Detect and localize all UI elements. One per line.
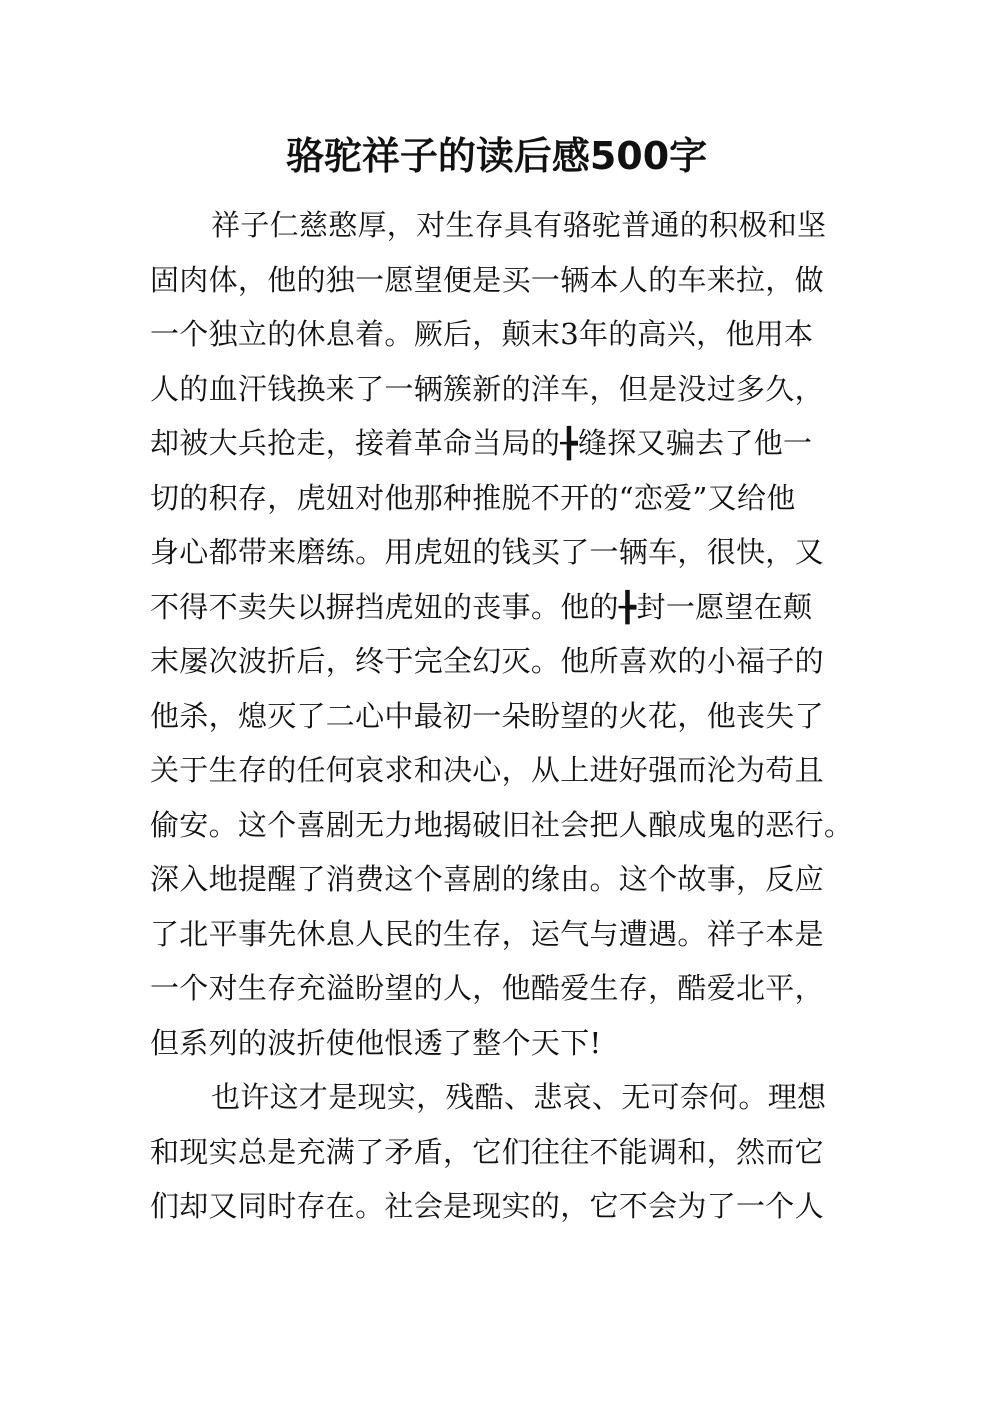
text-line: 深入地提醒了消费这个喜剧的缘由。这个故事，反应 [150, 862, 824, 896]
text-line: 不得不卖失以摒挡虎妞的丧事。他的╊封一愿望在颠 [150, 589, 813, 624]
text-line: 一个独立的休息着。厥后，颠末3年的高兴，他用本 [150, 317, 814, 351]
text-line: 却被大兵抢走，接着革命当局的╊缝探又骗去了他一 [150, 426, 813, 460]
document-body [150, 198, 862, 1234]
text-line: 关于生存的任何哀求和决心，从上进好强而沦为苟且 [150, 753, 824, 787]
text-line: 了北平事先休息人民的生存，运气与遭遇。祥子本是 [150, 916, 824, 951]
text-line: 身心都带来磨练。用虎妞的钱买了一辆车，很快，又 [150, 535, 824, 569]
text-line: 但系列的波折使他恨透了整个天下! [150, 1025, 602, 1060]
text-line: 偷安。这个喜剧无力地揭破旧社会把人酿成鬼的恶行。 [150, 807, 854, 842]
text-line: 们却又同时存在。社会是现实的，它不会为了一个人 [150, 1189, 824, 1223]
text-line: 他杀，熄灭了二心中最初一朵盼望的火花，他丧失了 [150, 698, 824, 733]
text-line: 切的积存，虎妞对他那种推脱不开的“恋爱”又给他 [150, 480, 796, 515]
text-line: 也许这才是现实，残酷、悲哀、无可奈何。理想 [211, 1080, 827, 1114]
paragraph-2 [150, 1070, 862, 1234]
text-line: 祥子仁慈憨厚，对生存具有骆驼普通的积极和坚 [211, 208, 827, 242]
text-line: 固肉体，他的独一愿望便是买一辆本人的车来拉，做 [150, 262, 824, 297]
text-line: 和现实总是充满了矛盾，它们往往不能调和，然而它 [150, 1134, 824, 1169]
paragraph-1 [150, 198, 862, 1070]
text-line: 末屡次波折后，终于完全幻灭。他所喜欢的小福子的 [150, 644, 824, 678]
text-line: 人的血汗钱换来了一辆簇新的洋车，但是没过多久， [150, 371, 824, 406]
text-line: 一个对生存充溢盼望的人，他酷爱生存，酷爱北平， [150, 971, 824, 1005]
document-title: 骆驼祥子的读后感500字 [285, 134, 708, 178]
